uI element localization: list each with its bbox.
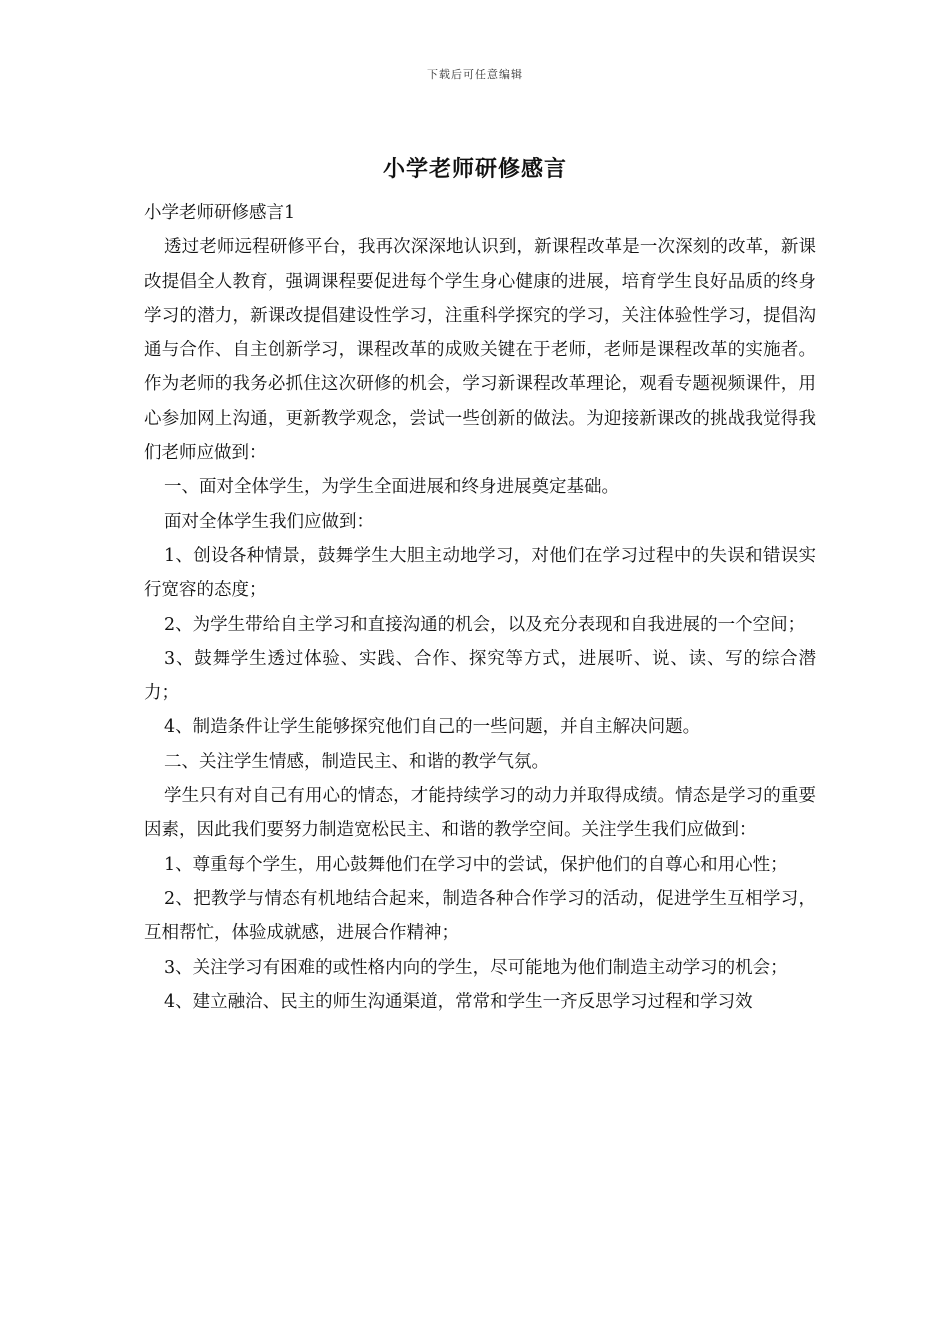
section-subheading: 小学老师研修感言1 bbox=[144, 203, 296, 223]
document-title: 小学老师研修感言 bbox=[382, 156, 567, 182]
paragraph: 4、制造条件让学生能够探究他们自己的一些问题，并自主解决问题。 bbox=[164, 717, 701, 738]
paragraph: 3、鼓舞学生透过体验、实践、合作、探究等方式，进展听、说、读、写的综合潜力； bbox=[144, 648, 816, 704]
paragraph: 透过老师远程研修平台，我再次深深地认识到，新课程改革是一次深刻的改革，新课改提倡全人教育，强调课程要促进每个学生身心健康的进展，培育学生良好品质的终身学习的潜力，新课改提倡建设性学习，注重科学探究的学习，关注体验性学习，提倡沟通与合作、自主创新学习，课程改革的成败关键在于老师，老师是课程改革的实施者。作为老师的我务必抓住这次研修的机会，学习新课程改革理论，观看专题视频课件，用心参加网上沟通，更新教学观念，尝试一些创新的做法。为迎接新课改的挑战我觉得我们老师应做到： bbox=[144, 237, 816, 464]
document-body bbox=[144, 196, 816, 1019]
paragraph: 1、尊重每个学生，用心鼓舞他们在学习中的尝试，保护他们的自尊心和用心性； bbox=[164, 854, 788, 875]
paragraph: 2、为学生带给自主学习和直接沟通的机会，以及充分表现和自我进展的一个空间； bbox=[164, 614, 806, 635]
paragraph: 一、面对全体学生，为学生全面进展和终身进展奠定基础。 bbox=[164, 477, 619, 498]
paragraph: 3、关注学习有困难的或性格内向的学生，尽可能地为他们制造主动学习的机会； bbox=[164, 957, 788, 978]
paragraph: 二、关注学生情感，制造民主、和谐的教学气氛。 bbox=[164, 751, 549, 772]
paragraph: 1、创设各种情景，鼓舞学生大胆主动地学习，对他们在学习过程中的失误和错误实行宽容的态度； bbox=[144, 545, 816, 601]
paragraph: 2、把教学与情态有机地结合起来，制造各种合作学习的活动，促进学生互相学习，互相帮忙，体验成就感，进展合作精神； bbox=[144, 888, 816, 944]
header-note: 下载后可任意编辑 bbox=[427, 68, 523, 81]
paragraph: 4、建立融洽、民主的师生沟通渠道，常常和学生一齐反思学习过程和学习效 bbox=[164, 991, 753, 1012]
paragraph: 面对全体学生我们应做到： bbox=[164, 511, 374, 532]
paragraph: 学生只有对自己有用心的情态，才能持续学习的动力并取得成绩。情态是学习的重要因素，因此我们要努力制造宽松民主、和谐的教学空间。关注学生我们应做到： bbox=[144, 786, 816, 841]
